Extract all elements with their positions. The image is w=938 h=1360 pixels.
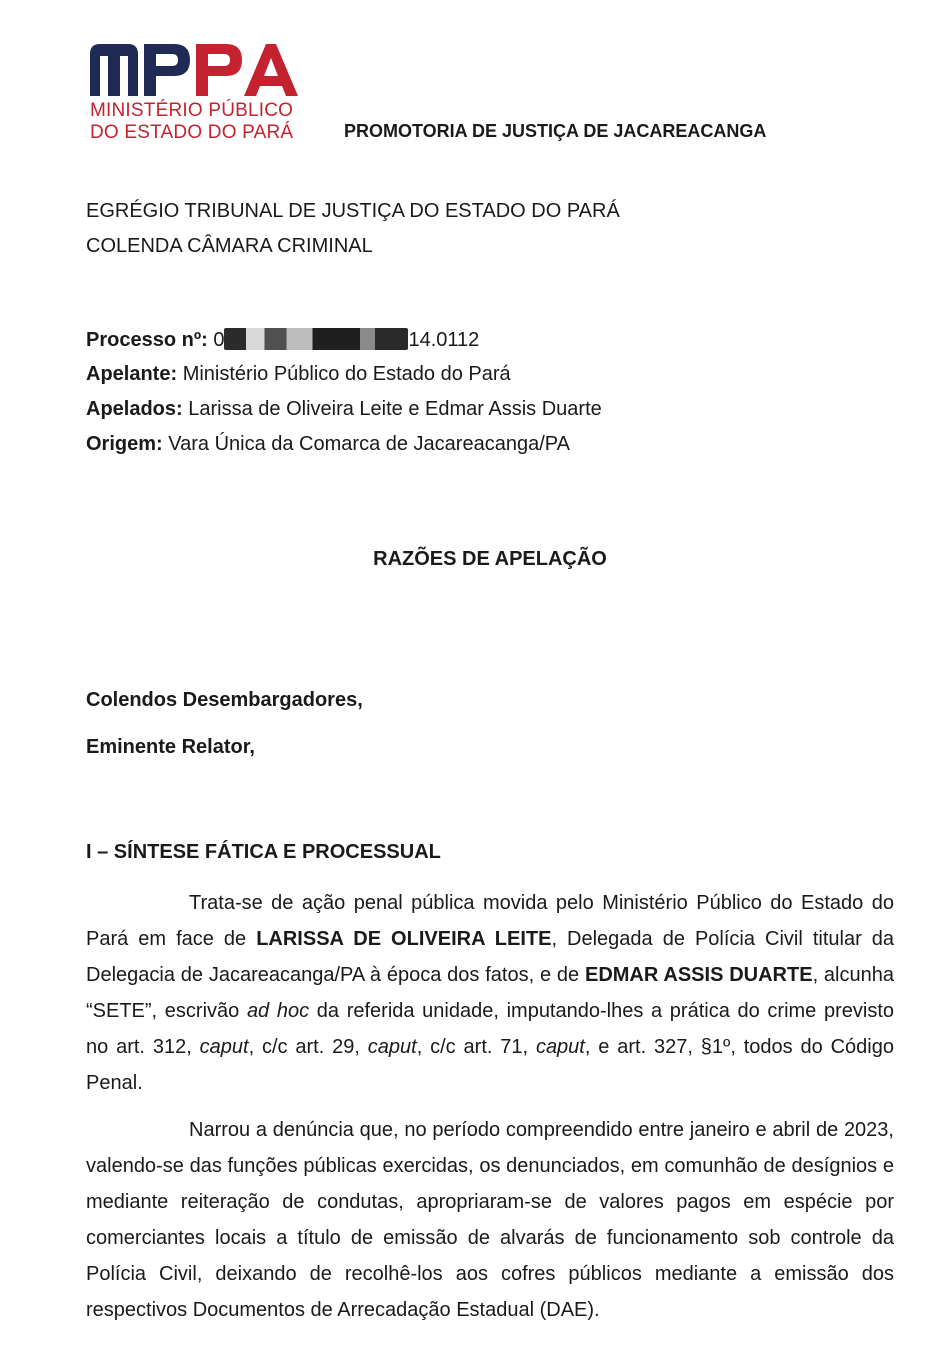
mppa-logo-mark (88, 40, 298, 98)
processo-prefix: 0 (213, 329, 225, 351)
origem-line (86, 433, 570, 456)
apelante-label: Apelante: (86, 363, 178, 385)
paragraph-2: Narrou a denúncia que, no período compreendido entre janeiro e abril de 2023, valendo-se das funções públicas exercidas, os denunciados, em comunhão de desígnios e mediante reiteração de condutas, apropriaram-se de valores pagos em espécie por comerciantes locais a título de emissão de alvarás de funcionamento sob controle da Polícia Civil, deixando de recolhê-los aos cofres públicos mediante a emissão dos respectivos Documentos de Arrecadação Estadual (DAE). (86, 1119, 894, 1321)
apelante-value: Ministério Público do Estado do Pará (182, 363, 511, 385)
addressee-camara: COLENDA CÂMARA CRIMINAL (86, 235, 373, 257)
apelados-line (86, 398, 602, 421)
apelante-line (86, 363, 511, 386)
processo-line (86, 328, 479, 352)
salutation-colendos: Colendos Desembargadores, (86, 689, 363, 711)
p1-text-6: , c/c art. 71, (416, 1036, 536, 1058)
p1-bold-larissa: LARISSA DE OLIVEIRA LEITE (256, 928, 552, 950)
paragraph-1 (86, 885, 894, 1101)
p1-italic-caput-3: caput (535, 1036, 585, 1058)
origem-value: Vara Única da Comarca de Jacareacanga/PA (168, 433, 570, 455)
p1-text-4: da referida unidade, imputando-lhes a prática do crime previsto no art. 312, (86, 1000, 894, 1058)
p1-italic-adhoc: ad hoc (246, 1000, 310, 1022)
promotoria-heading: PROMOTORIA DE JUSTIÇA DE JACAREACANGA (344, 121, 767, 141)
p1-text-5: , c/c art. 29, (248, 1036, 368, 1058)
logo-line-2: DO ESTADO DO PARÁ (90, 122, 294, 143)
apelados-label: Apelados: (86, 398, 183, 420)
section-heading: I – SÍNTESE FÁTICA E PROCESSUAL (86, 841, 441, 863)
p1-text-7: , e art. 327, §1º, todos do Código Penal. (86, 1036, 894, 1094)
document-title: RAZÕES DE APELAÇÃO (373, 548, 607, 570)
p1-italic-caput-2: caput (367, 1036, 417, 1058)
p1-bold-edmar: EDMAR ASSIS DUARTE (584, 964, 813, 986)
apelados-value: Larissa de Oliveira Leite e Edmar Assis Duarte (188, 398, 602, 420)
p1-text-1: Trata-se de ação penal pública movida pelo Ministério Público do Estado do Pará em face de (86, 892, 894, 950)
processo-suffix: 14.0112 (408, 329, 480, 351)
mppa-logo (88, 40, 298, 144)
logo-line-1: MINISTÉRIO PÚBLICO (90, 100, 294, 121)
p1-italic-caput-1: caput (199, 1036, 249, 1058)
p1-text-3: , alcunha “SETE”, escrivão (86, 964, 894, 1022)
redacted-block (224, 328, 408, 350)
processo-label: Processo nº: (86, 329, 208, 351)
salutation-relator: Eminente Relator, (86, 736, 255, 758)
addressee-tribunal: EGRÉGIO TRIBUNAL DE JUSTIÇA DO ESTADO DO PARÁ (86, 200, 620, 222)
p1-text-2: , Delegada de Polícia Civil titular da Delegacia de Jacareacanga/PA à época dos fatos, e de (86, 928, 894, 986)
origem-label: Origem: (86, 433, 163, 455)
